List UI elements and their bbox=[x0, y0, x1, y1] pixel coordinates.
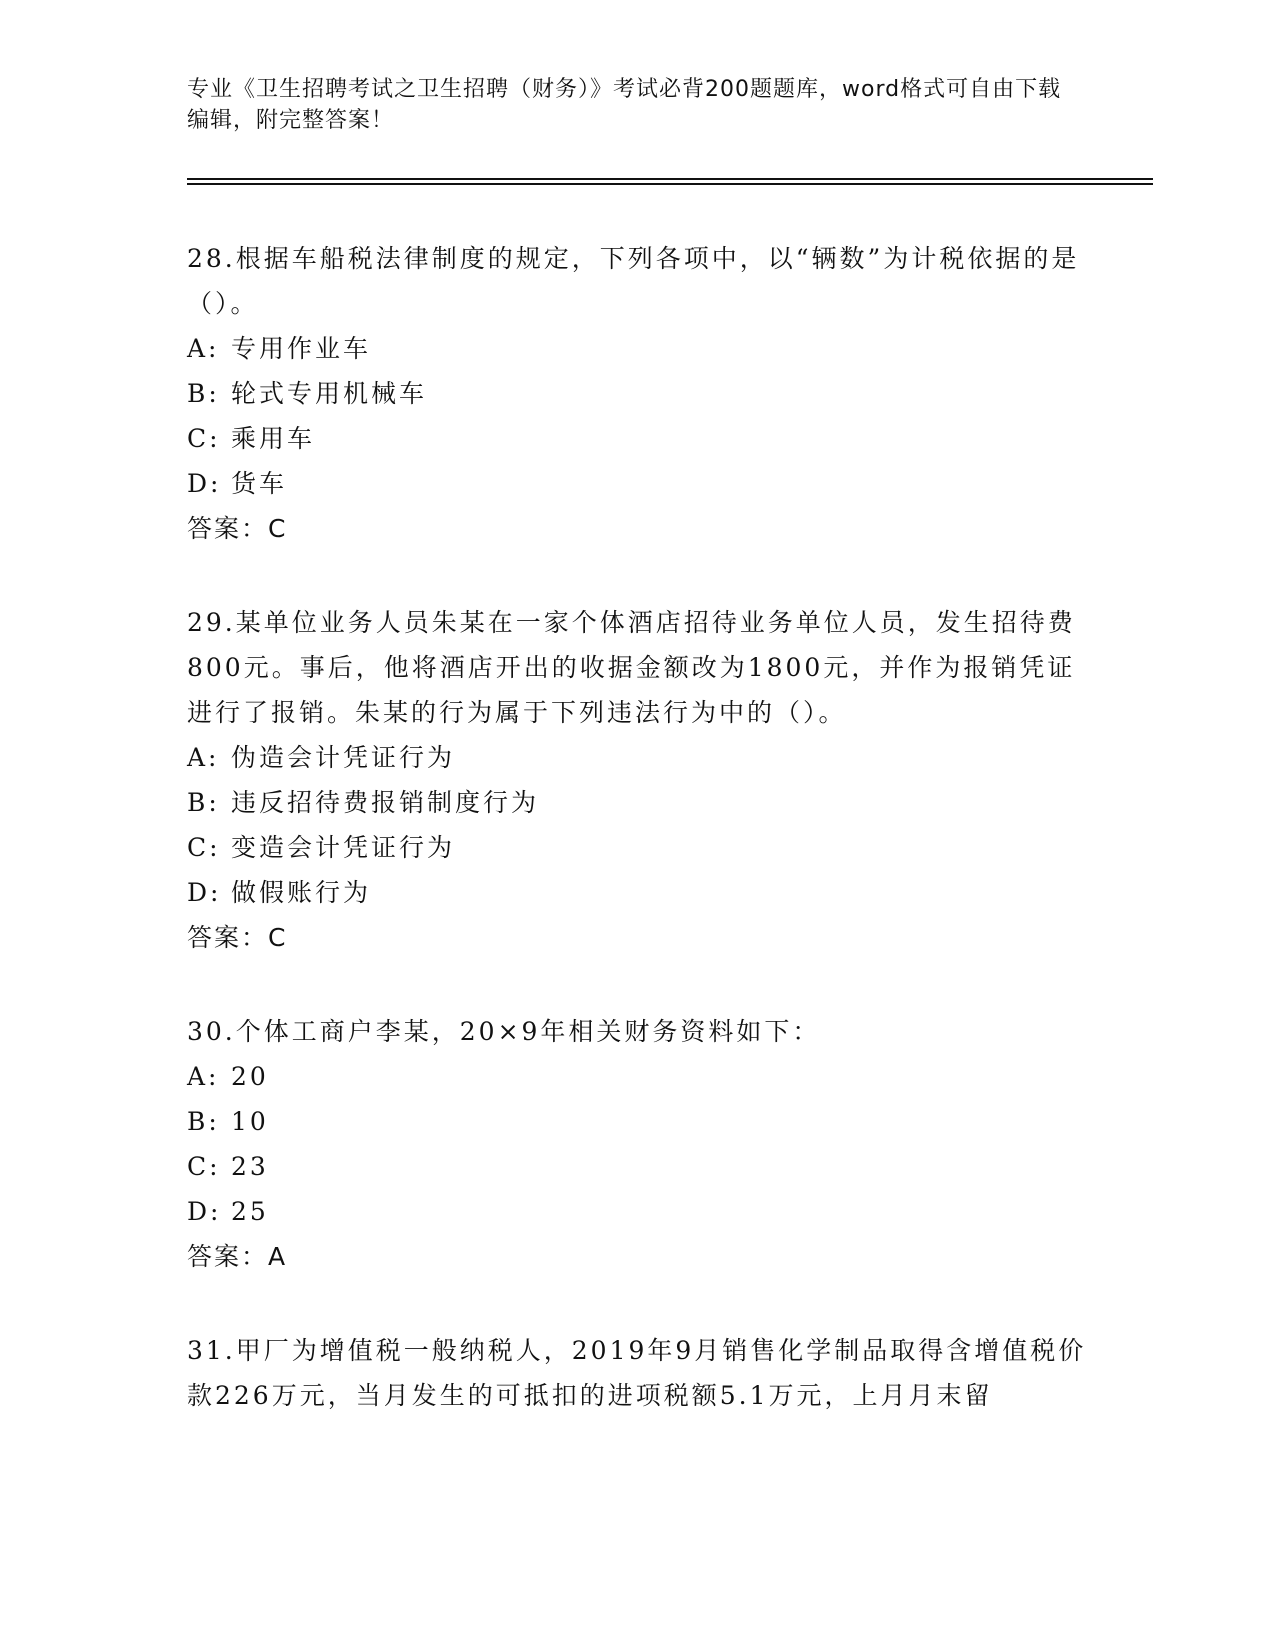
header-divider-bottom bbox=[187, 183, 1153, 185]
option-letter: B: bbox=[187, 1107, 220, 1136]
option-text: 25 bbox=[231, 1197, 269, 1226]
option-c bbox=[187, 1144, 1087, 1189]
question-stem: 28.根据车船税法律制度的规定，下列各项中，以“辆数”为计税依据的是（）。 bbox=[187, 244, 1080, 318]
question-stem: 29.某单位业务人员朱某在一家个体酒店招待业务单位人员，发生招待费800元。事后，他将酒店开出的收据金额改为1800元，并作为报销凭证进行了报销。朱某的行为属于下列违法行为中的（）。 bbox=[187, 608, 1076, 727]
option-text: 乘用车 bbox=[231, 424, 316, 453]
header-divider-top bbox=[187, 178, 1153, 180]
option-c bbox=[187, 825, 1087, 870]
option-letter: B: bbox=[187, 788, 220, 817]
option-d bbox=[187, 461, 1087, 506]
option-a bbox=[187, 326, 1087, 371]
option-text: 轮式专用机械车 bbox=[231, 379, 428, 408]
option-b bbox=[187, 780, 1087, 825]
question-30 bbox=[187, 1009, 1087, 1279]
option-text: 20 bbox=[231, 1062, 269, 1091]
option-letter: D: bbox=[187, 1197, 222, 1226]
option-letter: C: bbox=[187, 1152, 221, 1181]
option-text: 专用作业车 bbox=[231, 334, 372, 363]
option-text: 10 bbox=[231, 1107, 269, 1136]
option-text: 23 bbox=[231, 1152, 269, 1181]
option-b bbox=[187, 371, 1087, 416]
option-a bbox=[187, 1054, 1087, 1099]
option-letter: A: bbox=[187, 743, 220, 772]
option-b bbox=[187, 1099, 1087, 1144]
option-letter: C: bbox=[187, 833, 221, 862]
option-text: 变造会计凭证行为 bbox=[231, 833, 456, 862]
option-text: 违反招待费报销制度行为 bbox=[231, 788, 540, 817]
option-letter: A: bbox=[187, 1062, 220, 1091]
option-c bbox=[187, 416, 1087, 461]
option-text: 做假账行为 bbox=[231, 878, 372, 907]
answer-label: 答案：A bbox=[187, 1242, 288, 1271]
answer-label: 答案：C bbox=[187, 514, 288, 543]
question-stem: 31.甲厂为增值税一般纳税人，2019年9月销售化学制品取得含增值税价款226万元，当月发生的可抵扣的进项税额5.1万元，上月月末留 bbox=[187, 1336, 1087, 1410]
option-letter: A: bbox=[187, 334, 220, 363]
option-text: 货车 bbox=[231, 469, 288, 498]
option-letter: D: bbox=[187, 469, 222, 498]
question-29 bbox=[187, 600, 1087, 960]
option-letter: B: bbox=[187, 379, 220, 408]
answer-label: 答案：C bbox=[187, 923, 288, 952]
option-a bbox=[187, 735, 1087, 780]
option-letter: C: bbox=[187, 424, 221, 453]
option-d bbox=[187, 870, 1087, 915]
document-header: 专业《卫生招聘考试之卫生招聘（财务）》考试必背200题题库，word格式可自由下载编辑，附完整答案！ bbox=[187, 77, 1062, 133]
option-d bbox=[187, 1189, 1087, 1234]
question-list bbox=[187, 236, 1087, 1467]
question-stem: 30.个体工商户李某，20×9年相关财务资料如下： bbox=[187, 1017, 821, 1046]
option-letter: D: bbox=[187, 878, 222, 907]
question-28 bbox=[187, 236, 1087, 551]
option-text: 伪造会计凭证行为 bbox=[231, 743, 456, 772]
question-31 bbox=[187, 1328, 1087, 1418]
